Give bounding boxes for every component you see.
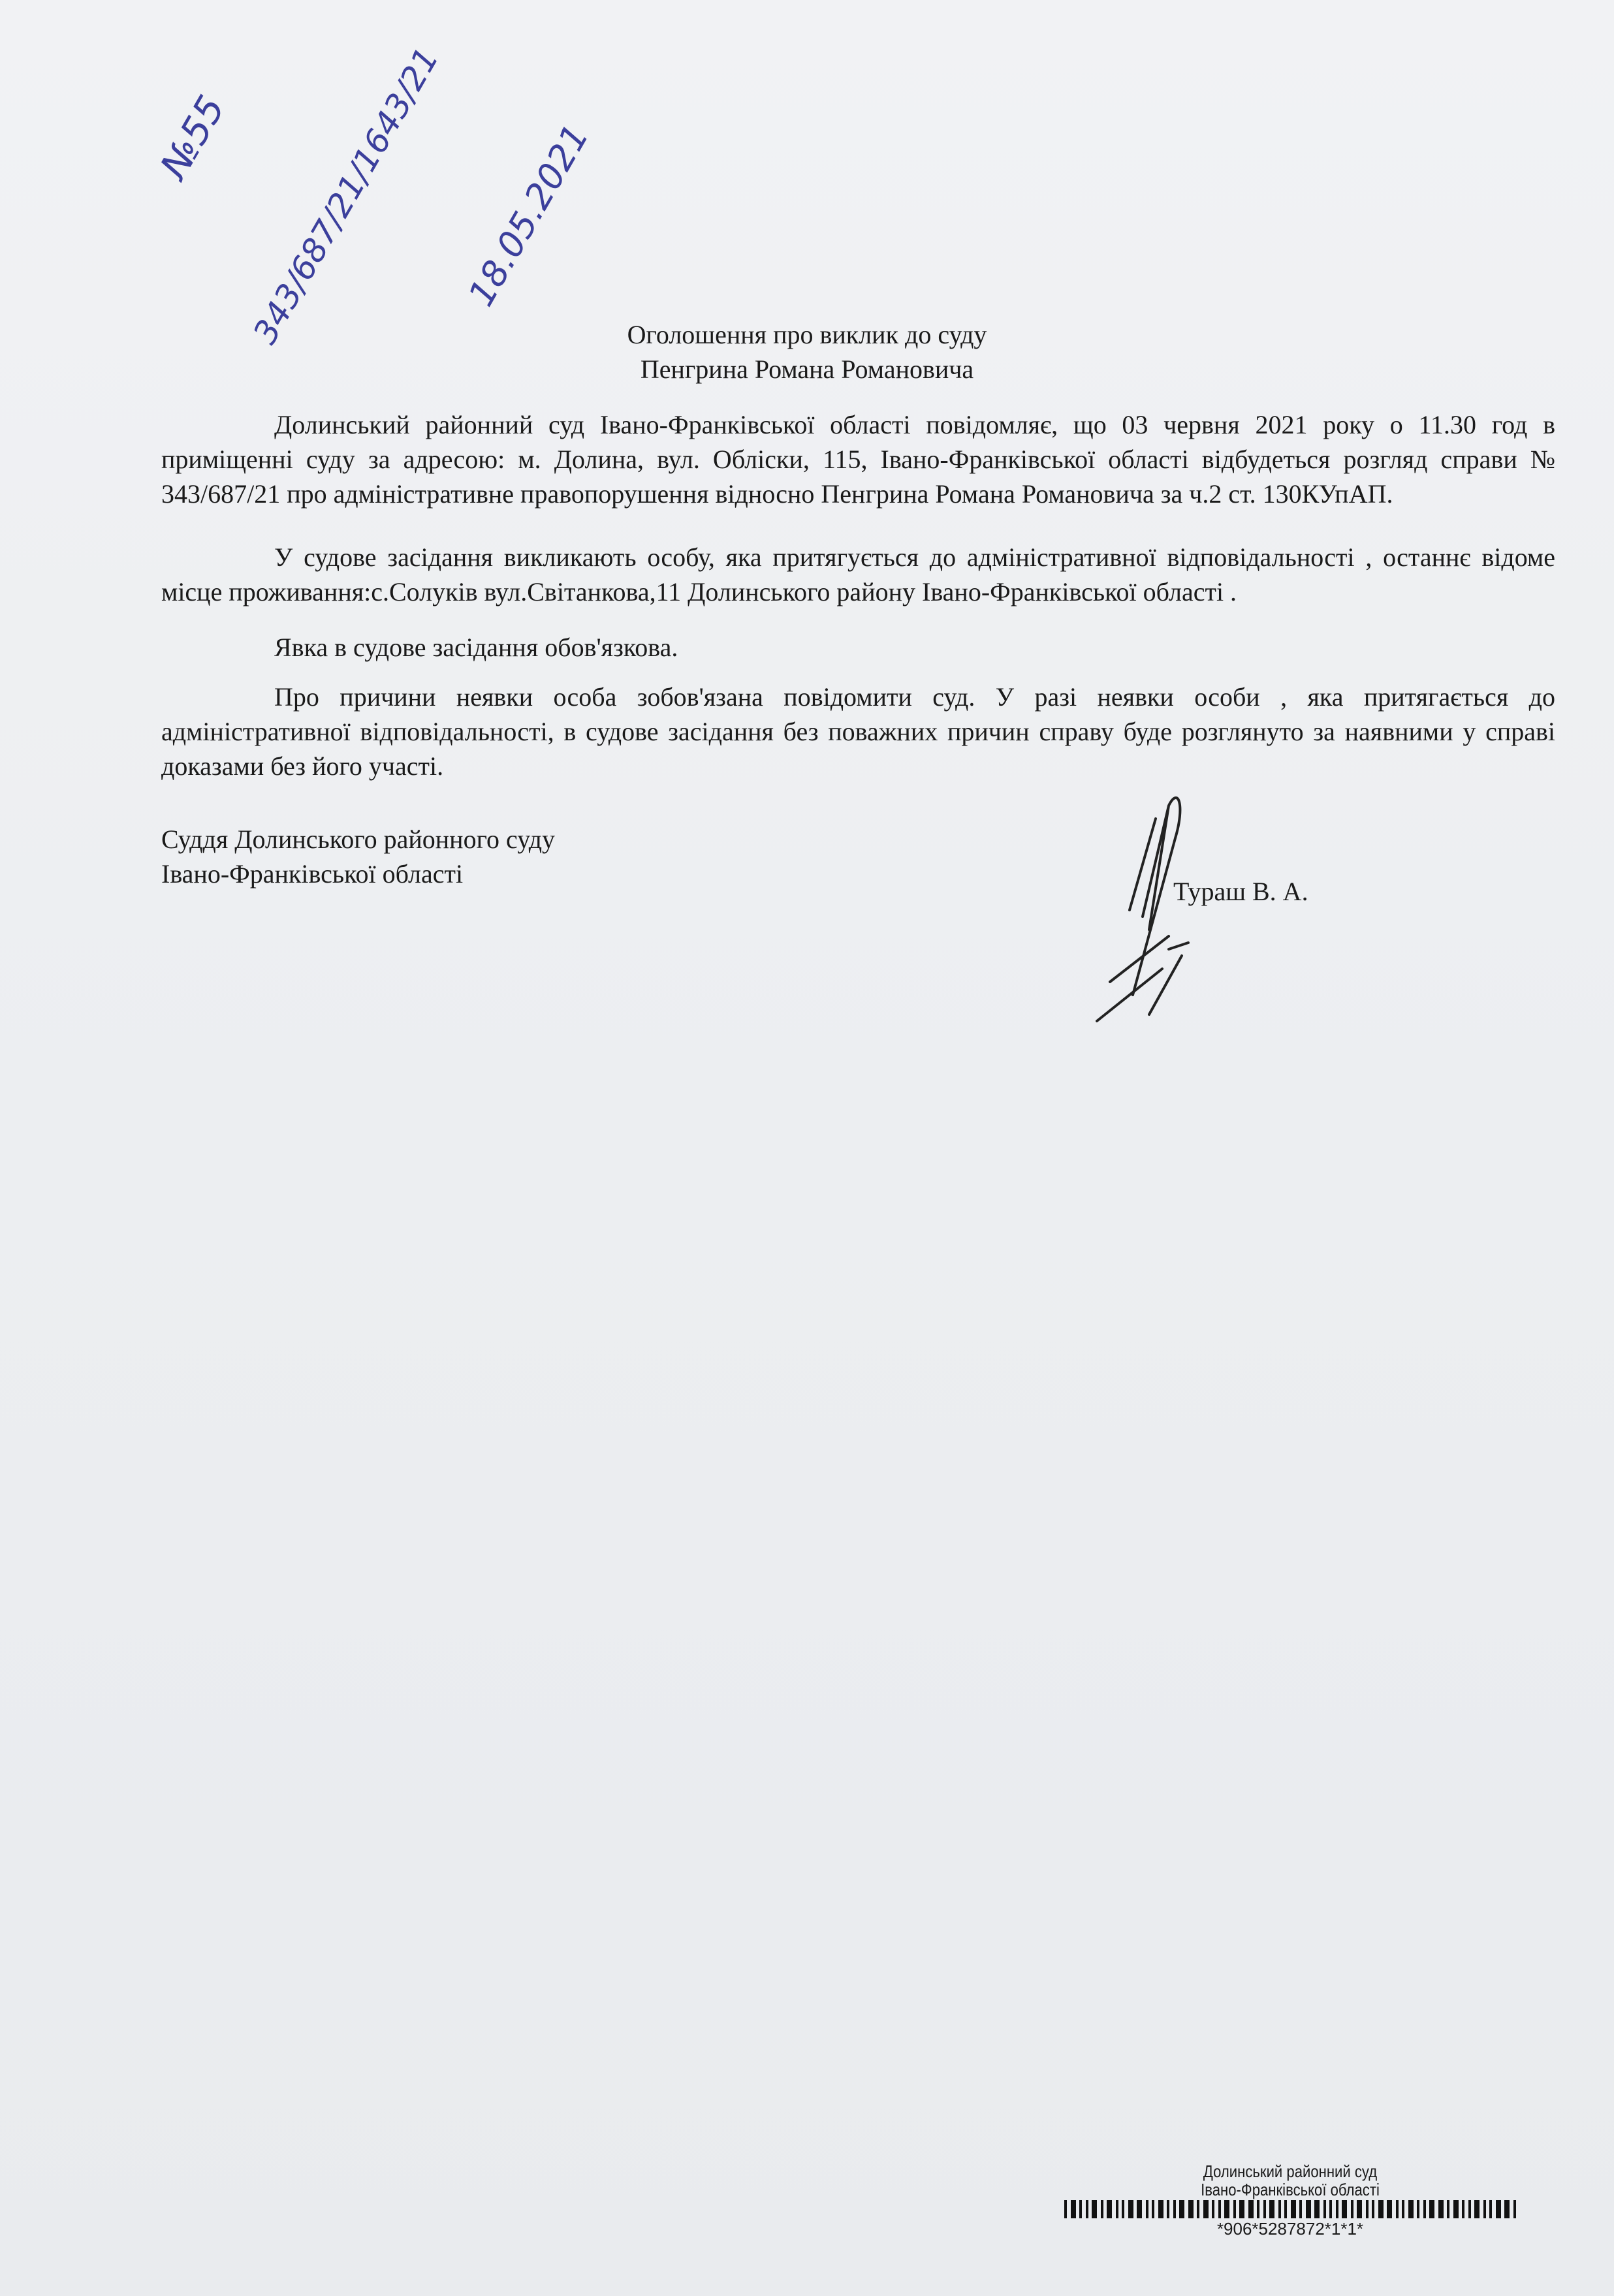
barcode-bar: [1417, 2200, 1419, 2218]
paragraph-text: Про причини неявки особа зобов'язана повідомити суд. У разі неявки особи , яка притягається до адміністративної відповідальності, в судове засідання без поважних причин справу буде розглянуто за наявними у справі доказами без його участі.: [161, 682, 1555, 781]
barcode-bar: [1453, 2200, 1459, 2218]
barcode-bar: [1079, 2200, 1082, 2218]
barcode-bar: [1158, 2200, 1163, 2218]
barcode-bar: [1137, 2200, 1142, 2218]
judge-name: Тураш В. А.: [1173, 877, 1308, 906]
barcode: [1064, 2200, 1516, 2218]
barcode-bar: [1263, 2200, 1266, 2218]
position-line: Суддя Долинського районного суду: [161, 825, 556, 854]
barcode-number: *906*5287872*1*1*: [1216, 2219, 1364, 2239]
barcode-bar: [1378, 2200, 1384, 2218]
document-subtitle: Пенгрина Романа Романовича: [640, 354, 974, 384]
barcode-bar: [1357, 2200, 1362, 2218]
barcode-bar: [1408, 2200, 1414, 2218]
barcode-bar: [1173, 2200, 1176, 2218]
barcode-bar: [1239, 2200, 1244, 2218]
barcode-bar: [1468, 2200, 1471, 2218]
barcode-bar: [1429, 2200, 1434, 2218]
barcode-bar: [1462, 2200, 1464, 2218]
barcode-bar: [1342, 2200, 1347, 2218]
handwritten-number: №55: [151, 87, 234, 187]
barcode-bar: [1092, 2200, 1097, 2218]
barcode-bar: [1197, 2200, 1199, 2218]
barcode-bar: [1128, 2200, 1133, 2218]
document-body: [161, 317, 1555, 906]
barcode-bar: [1146, 2200, 1148, 2218]
barcode-bar: [1233, 2200, 1236, 2218]
barcode-bar: [1224, 2200, 1229, 2218]
barcode-bar: [1314, 2200, 1320, 2218]
paragraph-text: Долинський районний суд Івано-Франківської області повідомляє, що 03 червня 2021 року о 11.30 год в приміщенні суду за адресою: м. Долина, вул. Обліски, 115, Івано-Франківської області відбудеться розгляд справи № 343/687/21 про адміністративне правопорушення відносно Пенгрина Романа Романовича за ч.2 ст. 130КУпАП.: [161, 410, 1555, 509]
barcode-bar: [1248, 2200, 1254, 2218]
barcode-bar: [1086, 2200, 1088, 2218]
handwritten-case-ref: 343/687/21/1643/21: [245, 41, 447, 351]
barcode-bar: [1284, 2200, 1287, 2218]
barcode-bar: [1167, 2200, 1169, 2218]
barcode-bar: [1366, 2200, 1369, 2218]
barcode-bar: [1101, 2200, 1103, 2218]
barcode-bar: [1152, 2200, 1154, 2218]
barcode-bar: [1474, 2200, 1480, 2218]
barcode-bar: [1489, 2200, 1492, 2218]
handwritten-date: 18.05.2021: [460, 118, 597, 313]
barcode-bar: [1278, 2200, 1281, 2218]
barcode-bar: [1107, 2200, 1112, 2218]
stamp-court-name: Долинський районний суд: [1203, 2162, 1378, 2181]
barcode-bar: [1396, 2200, 1399, 2218]
barcode-bar: [1402, 2200, 1404, 2218]
barcode-bar: [1323, 2200, 1326, 2218]
barcode-bar: [1483, 2200, 1486, 2218]
barcode-bar: [1496, 2200, 1501, 2218]
barcode-bar: [1122, 2200, 1124, 2218]
barcode-bar: [1269, 2200, 1274, 2218]
barcode-bar: [1423, 2200, 1426, 2218]
paragraph-notice: [161, 407, 1555, 511]
barcode-bar: [1203, 2200, 1209, 2218]
barcode-bar: [1188, 2200, 1194, 2218]
barcode-bar: [1299, 2200, 1302, 2218]
position-line: Івано-Франківської області: [161, 859, 464, 889]
barcode-bar: [1504, 2200, 1510, 2218]
barcode-bar: [1071, 2200, 1076, 2218]
paragraph-text: Явка в судове засідання обов'язкова.: [274, 633, 678, 662]
document-title: Оголошення про виклик до суду: [627, 320, 987, 349]
barcode-bar: [1291, 2200, 1296, 2218]
barcode-bar: [1212, 2200, 1214, 2218]
barcode-bar: [1387, 2200, 1392, 2218]
judge-position: [161, 822, 1555, 906]
barcode-bar: [1372, 2200, 1374, 2218]
barcode-bar: [1438, 2200, 1444, 2218]
footer-stamp: [1064, 2162, 1516, 2238]
paragraph-text: У судове засідання викликають особу, яка притягується до адміністративної відповідальності , останнє відоме місце проживання:с.Солуків вул.Світанкова,11 Долинського району Івано-Франківської області .: [161, 543, 1555, 606]
barcode-bar: [1336, 2200, 1338, 2218]
barcode-bar: [1116, 2200, 1118, 2218]
barcode-bar: [1447, 2200, 1449, 2218]
paragraph-attendance: [161, 630, 1555, 665]
stamp-court-region: Івано-Франківської області: [1201, 2180, 1380, 2199]
barcode-bar: [1513, 2200, 1516, 2218]
barcode-bar: [1306, 2200, 1311, 2218]
barcode-bar: [1257, 2200, 1259, 2218]
barcode-bar: [1329, 2200, 1332, 2218]
barcode-bar: [1351, 2200, 1353, 2218]
barcode-bar: [1064, 2200, 1067, 2218]
barcode-bar: [1179, 2200, 1184, 2218]
paragraph-summons: [161, 540, 1555, 609]
paragraph-absence: [161, 680, 1555, 783]
barcode-bar: [1218, 2200, 1221, 2218]
